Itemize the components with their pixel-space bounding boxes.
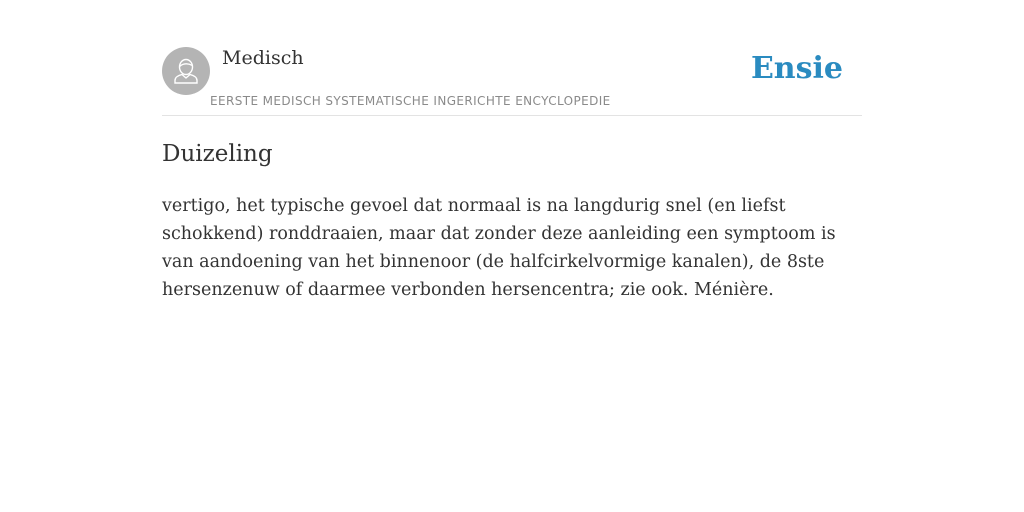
entry-definition: vertigo, het typische gevoel dat normaal is na langdurig snel (en liefst schokkend) ronddraaien, maar dat zonder deze aanleiding een symptoom is van aandoening van het binnenoor (de halfcirkelvormige kanalen), de 8ste hersenzenuw of daarmee verbonden hersencentra; zie ook. Ménière. [162, 196, 836, 300]
entry-title: Duizeling [162, 141, 273, 167]
header [162, 0, 862, 116]
user-avatar-icon [162, 47, 210, 95]
author-name[interactable]: Medisch [222, 47, 304, 69]
avatar[interactable] [162, 47, 210, 95]
ensie-logo[interactable]: Ensie [750, 51, 843, 86]
site-subtitle: EERSTE MEDISCH SYSTEMATISCHE INGERICHTE ENCYCLOPEDIE [210, 94, 611, 108]
